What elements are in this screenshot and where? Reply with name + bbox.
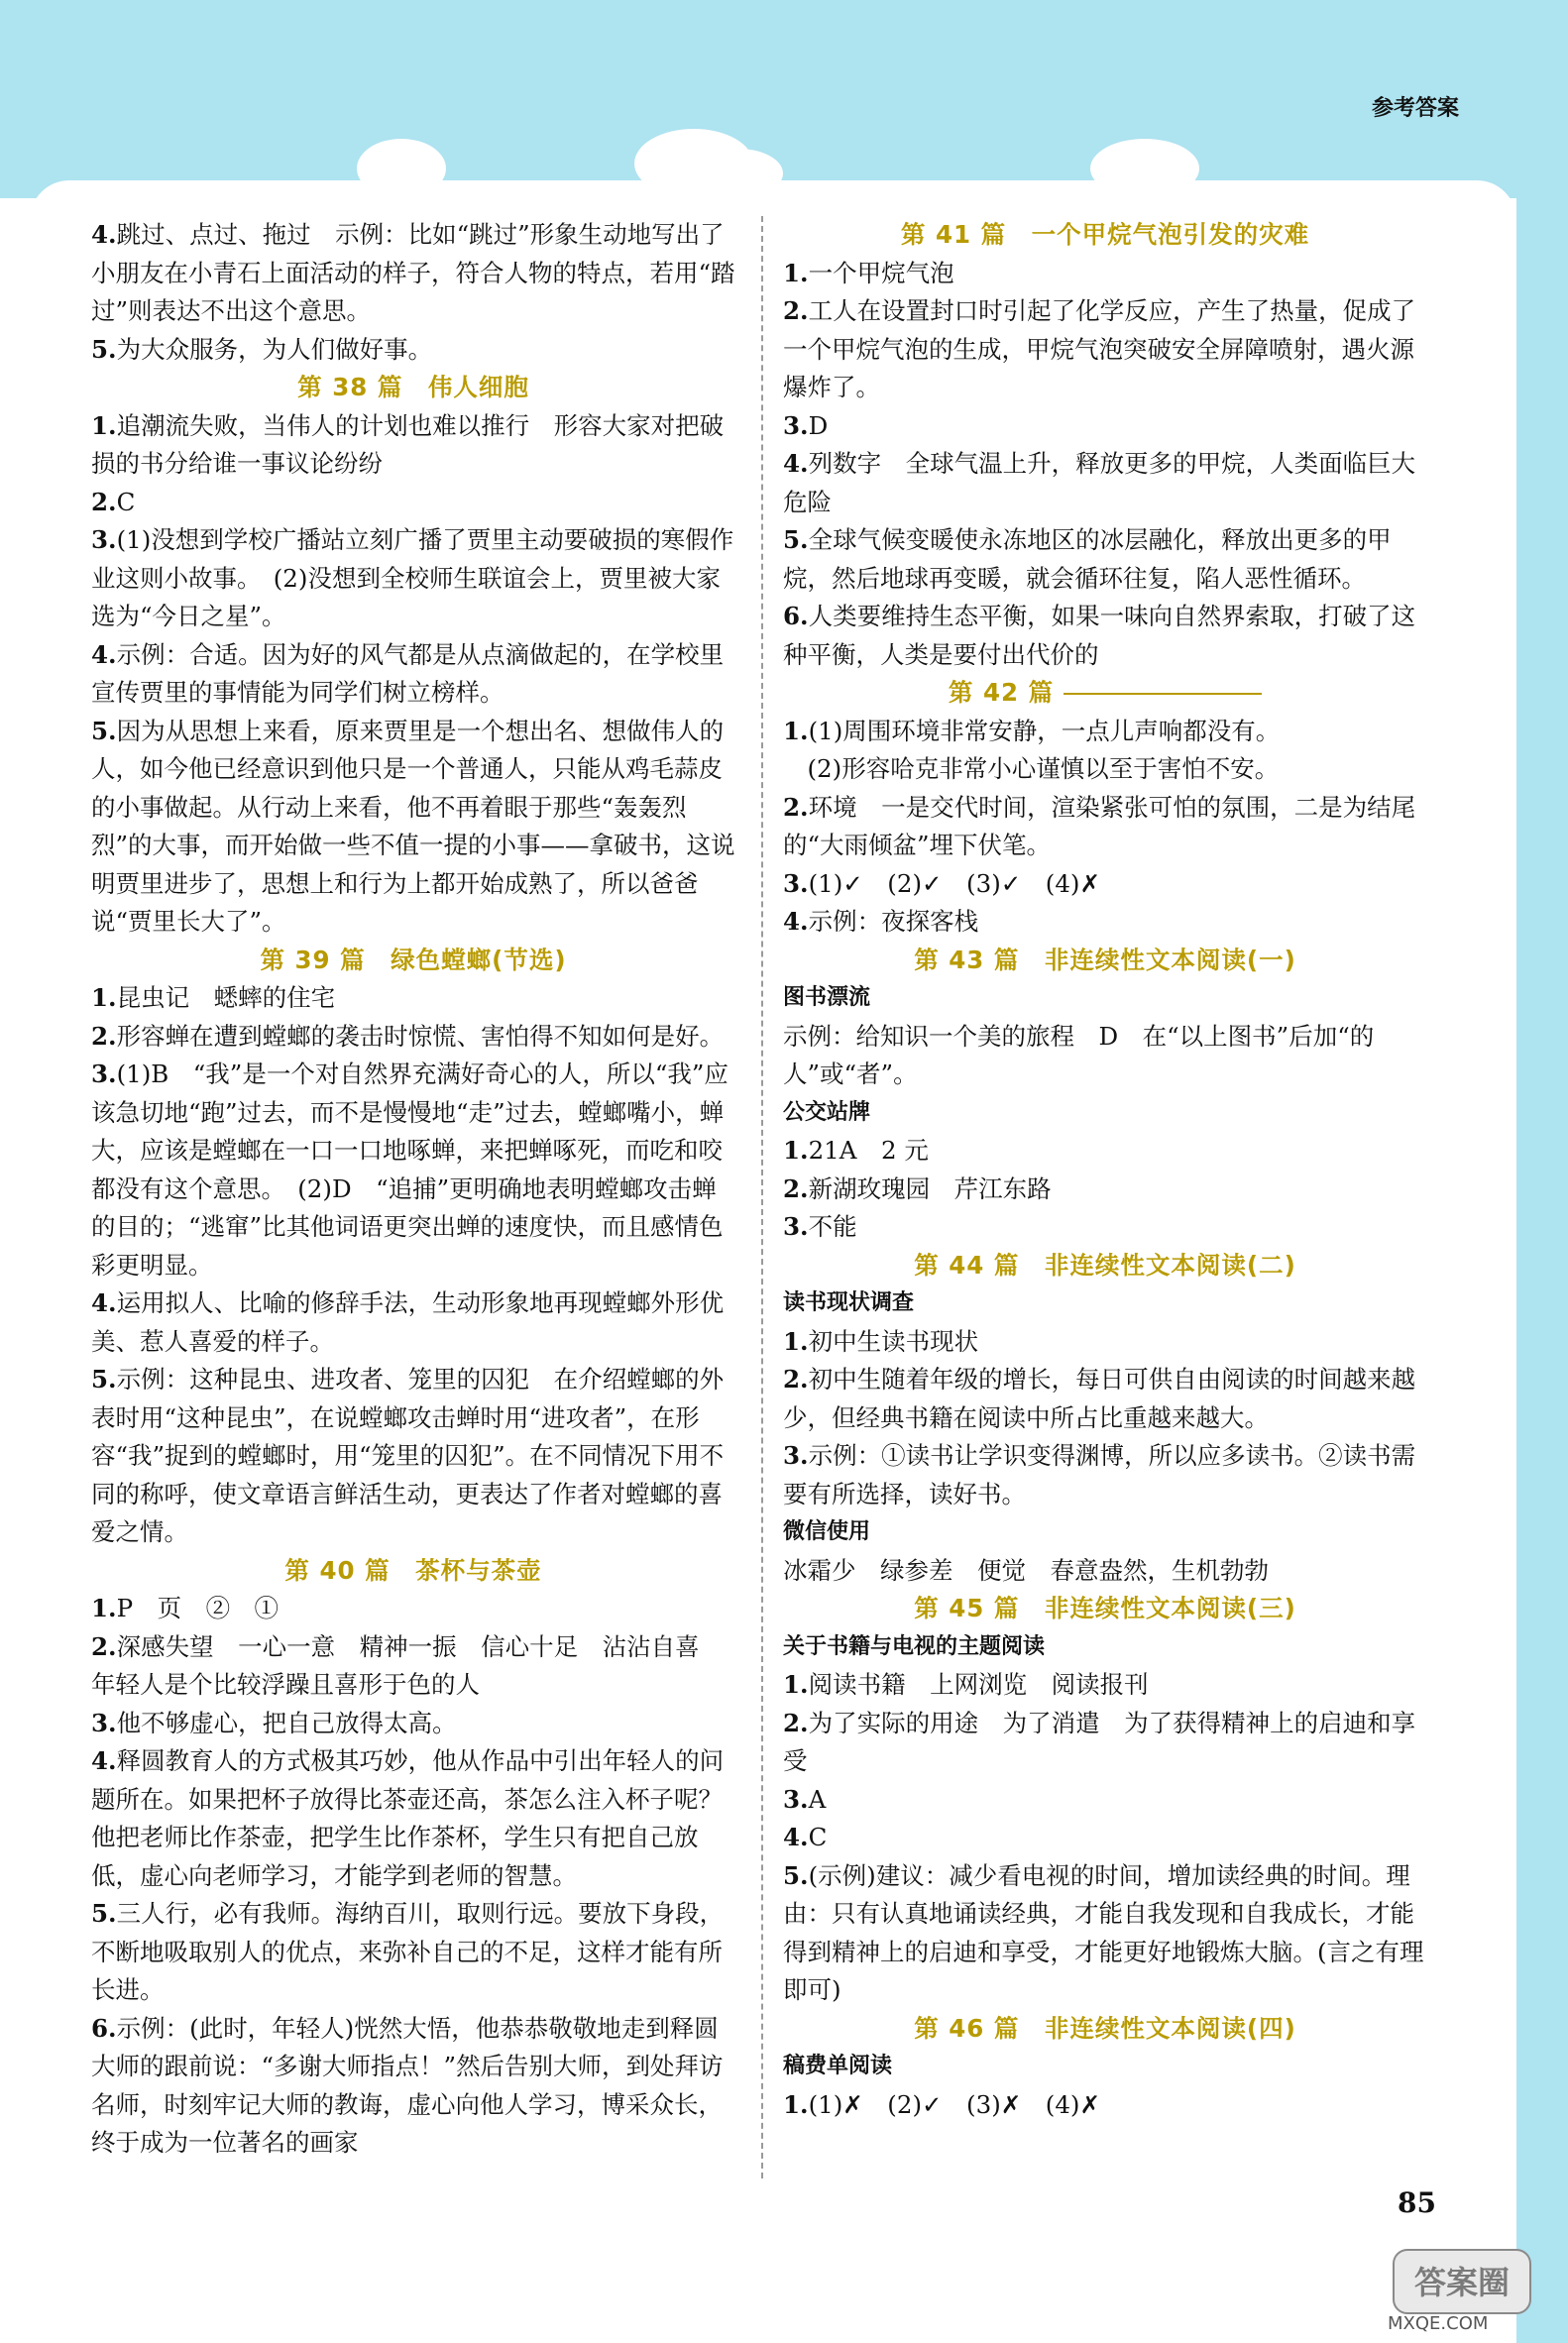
answer-text: 为了实际的用途 为了消遣 为了获得精神上的启迪和享受 — [783, 1708, 1416, 1775]
answer-number: 4. — [91, 220, 117, 249]
section-title-text: 第 45 篇 非连续性文本阅读(三) — [914, 1594, 1296, 1622]
answer-text: (1)✓ (2)✓ (3)✓ (4)✗ — [808, 868, 1101, 898]
answer-number: 2. — [783, 1708, 809, 1737]
answer-text: 深感失望 一心一意 精神一振 信心十足 沾沾自喜 年轻人是个比较浮躁且喜形于色的人 — [91, 1631, 725, 1699]
answer-item — [783, 1552, 1427, 1591]
answer-item — [783, 750, 1427, 789]
answer-number: 2. — [783, 1173, 809, 1203]
answer-number: 1. — [783, 1326, 809, 1356]
answer-number: 1. — [91, 983, 117, 1012]
answer-item — [783, 1323, 1427, 1362]
section-title — [783, 942, 1427, 980]
answer-item — [91, 407, 735, 484]
answer-item — [783, 903, 1427, 942]
answer-text: (2)形容哈克非常小心谨慎以至于害怕不安。 — [783, 754, 1280, 783]
answer-number: 4. — [783, 449, 809, 478]
answer-item — [783, 865, 1427, 904]
answer-item — [783, 1705, 1427, 1781]
subheading: 微信使用 — [783, 1519, 871, 1544]
section-title-rule — [1064, 693, 1262, 695]
answer-text: C — [116, 487, 136, 516]
answer-text: (1)周围环境非常安静，一点儿声响都没有。 — [808, 716, 1281, 745]
subheading: 图书漂流 — [783, 985, 871, 1010]
subheading: 稿费单阅读 — [783, 2054, 893, 2078]
answer-text: A — [808, 1784, 827, 1814]
section-title-text: 第 39 篇 绿色螳螂(节选) — [260, 945, 567, 974]
answer-item — [783, 292, 1427, 407]
answer-text: 环境 一是交代时间，渲染紧张可怕的氛围，二是为结尾的“大雨倾盆”埋下伏笔。 — [783, 792, 1416, 859]
answer-text: 新湖玫瑰园 芹江东路 — [808, 1173, 1052, 1203]
answer-text: 阅读书籍 上网浏览 阅读报刊 — [808, 1670, 1149, 1699]
left-column — [91, 216, 735, 2163]
answer-item — [91, 1705, 735, 1743]
answer-number: 3. — [91, 1708, 117, 1737]
answer-item — [783, 521, 1427, 598]
section-title — [91, 942, 735, 980]
answer-text: 工人在设置封口时引起了化学反应，产生了热量，促成了一个甲烷气泡的生成，甲烷气泡突破安全屏障喷射，遇火源爆炸了。 — [783, 296, 1416, 401]
answer-text: 三人行，必有我师。海纳百川，取则行远。要放下身段，不断地吸取别人的优点，来弥补自己的不足，这样才能有所长进。 — [91, 1899, 725, 2004]
answer-item — [783, 789, 1427, 865]
answer-item — [91, 1628, 735, 1705]
answer-number: 2. — [91, 1631, 117, 1661]
subheading: 读书现状调查 — [783, 1290, 915, 1315]
answer-item — [91, 2010, 735, 2163]
subheading: 公交站牌 — [783, 1099, 871, 1125]
answer-text: 示例：①读书让学识变得渊博，所以应多读书。②读书需要有所选择，读好书。 — [783, 1441, 1416, 1508]
answer-number: 1. — [91, 410, 117, 440]
answer-item — [91, 1361, 735, 1552]
answer-text: 21A 2 元 — [808, 1136, 929, 1165]
answer-number: 2. — [783, 792, 809, 822]
answer-text: 示例：合适。因为好的风气都是从点滴做起的，在学校里宣传贾里的事情能为同学们树立榜样。 — [91, 639, 725, 707]
answer-number: 1. — [783, 258, 809, 287]
answer-item — [783, 1132, 1427, 1171]
answer-text: 跳过、点过、拖过 示例：比如“跳过”形象生动地写出了小朋友在小青石上面活动的样子，符合人物的特点，若用“踏过”则表达不出这个意思。 — [91, 220, 735, 325]
answer-number: 5. — [91, 1899, 117, 1928]
section-title-text: 第 41 篇 一个甲烷气泡引发的灾难 — [900, 220, 1310, 249]
answer-text: 初中生读书现状 — [808, 1326, 979, 1356]
answer-number: 1. — [783, 716, 809, 745]
answer-item — [783, 598, 1427, 674]
answer-number: 6. — [91, 2013, 117, 2043]
answer-text: 示例：这种昆虫、进攻者、笼里的囚犯 在介绍螳螂的外表时用“这种昆虫”，在说螳螂攻击蝉时用“进攻者”，在形容“我”捉到的螳螂时，用“笼里的囚犯”。在不同情况下用不同的称呼，使文章语言鲜活生动，更表达了作者对螳螂的喜爱之情。 — [91, 1365, 725, 1546]
answer-text: (1)B “我”是一个对自然界充满好奇心的人，所以“我”应该急切地“跑”过去，而不是慢慢地“走”过去，螳螂嘴小，蝉大，应该是螳螂在一口一口地啄蝉，来把蝉啄死，而吃和咬都没有这个意思。 (2)D “追捕”更明确地表明螳螂攻击蝉的目的；“逃窜”比其他词语更突出蝉的速度快，而且感情色彩更明显。 — [91, 1060, 728, 1280]
answer-text: 列数字 全球气温上升，释放更多的甲烷，人类面临巨大危险 — [783, 449, 1416, 516]
answer-item — [783, 713, 1427, 751]
answer-item — [91, 1056, 735, 1284]
answer-text: 昆虫记 蟋蟀的住宅 — [116, 983, 336, 1012]
answer-text: (1)没想到学校广播站立刻广播了贾里主动要破损的寒假作业这则小故事。 (2)没想到全校师生联谊会上，贾里被大家选为“今日之星”。 — [91, 525, 734, 630]
section-title — [783, 216, 1427, 255]
answer-text: 释圆教育人的方式极其巧妙，他从作品中引出年轻人的问题所在。如果把杯子放得比茶壶还高，茶怎么注入杯子呢？他把老师比作茶壶，把学生比作茶杯，学生只有把自己放低，虚心向老师学习，才能学到老师的智慧。 — [91, 1746, 725, 1890]
section-title-text: 第 42 篇 — [948, 678, 1055, 707]
answer-number: 6. — [783, 602, 809, 630]
answer-number: 3. — [91, 1060, 117, 1088]
answer-text: 因为从思想上来看，原来贾里是一个想出名、想做伟人的人，如今他已经意识到他只是一个普通人，只能从鸡毛蒜皮的小事做起。从行动上来看，他不再着眼于那些“轰轰烈烈”的大事，而开始做一些不值一提的小事——拿破书，这说明贾里进步了，思想上和行为上都开始成熟了，所以爸爸说“贾里长大了”。 — [91, 716, 735, 936]
answer-text: 运用拟人、比喻的修辞手法，生动形象地再现螳螂外形优美、惹人喜爱的样子。 — [91, 1288, 725, 1356]
subheading: 关于书籍与电视的主题阅读 — [783, 1633, 1046, 1659]
answer-text: 示例：(此时，年轻人)恍然大悟，他恭恭敬敬地走到释圆大师的跟前说：“多谢大师指点！”然后告别大师，到处拜访名师，时刻牢记大师的教诲，虚心向他人学习，博采众长，终于成为一位著名的画家 — [91, 2013, 724, 2157]
answer-text: 冰霜少 绿参差 便觉 春意盎然，生机勃勃 — [783, 1555, 1269, 1585]
answer-text: 形容蝉在遭到螳螂的袭击时惊慌、害怕得不知如何是好。 — [116, 1021, 725, 1051]
answer-text: 一个甲烷气泡 — [808, 258, 954, 287]
answer-item — [91, 636, 735, 713]
answer-number: 5. — [783, 525, 809, 554]
column-divider — [761, 216, 763, 2178]
answer-item — [91, 1895, 735, 2010]
answer-item — [783, 255, 1427, 293]
answer-number: 5. — [91, 716, 117, 745]
answer-item — [783, 445, 1427, 521]
page-header-label: 参考答案 — [1371, 96, 1459, 121]
answer-number: 4. — [783, 1823, 809, 1851]
answer-number: 3. — [783, 1784, 809, 1814]
answer-text: C — [808, 1823, 828, 1851]
section-title-text: 第 43 篇 非连续性文本阅读(一) — [914, 945, 1296, 974]
answer-text: 初中生随着年级的增长，每日可供自由阅读的时间越来越少，但经典书籍在阅读中所占比重越来越大。 — [783, 1365, 1416, 1432]
answer-item — [783, 1437, 1427, 1513]
right-sky-band — [1516, 0, 1568, 2343]
answer-text: 示例：给知识一个美的旅程 D 在“以上图书”后加“的人”或“者”。 — [783, 1021, 1375, 1088]
answer-number: 3. — [783, 1212, 809, 1241]
answer-text: (示例)建议：减少看电视的时间，增加读经典的时间。理由：只有认真地诵读经典，才能自我发现和自我成长，才能得到精神上的启迪和享受，才能更好地锻炼大脑。(言之有理即可) — [783, 1860, 1424, 2004]
answer-item — [783, 1208, 1427, 1247]
section-title-text: 第 38 篇 伟人细胞 — [297, 373, 529, 401]
answer-number: 5. — [91, 1365, 117, 1394]
answer-number: 2. — [783, 1365, 809, 1394]
answer-item — [91, 1742, 735, 1895]
section-title-text: 第 40 篇 茶杯与茶壶 — [284, 1555, 542, 1585]
answer-item — [91, 979, 735, 1018]
section-title — [783, 674, 1427, 713]
answer-item — [783, 1666, 1427, 1705]
answer-number: 2. — [783, 296, 809, 325]
answer-number: 3. — [783, 1441, 809, 1470]
answer-text: 追潮流失败，当伟人的计划也难以推行 形容大家对把破损的书分给谁一事议论纷纷 — [91, 410, 725, 478]
section-title — [783, 2010, 1427, 2049]
answer-text: (1)✗ (2)✓ (3)✗ (4)✗ — [808, 2089, 1101, 2119]
answer-number: 4. — [91, 1288, 117, 1317]
page-number: 85 — [1398, 2186, 1436, 2219]
answer-item — [91, 484, 735, 522]
answer-text: 他不够虚心，把自己放得太高。 — [116, 1708, 457, 1737]
answer-item — [91, 1018, 735, 1057]
answer-number: 1. — [91, 1594, 117, 1622]
section-title — [91, 369, 735, 407]
answer-number: 3. — [783, 868, 809, 898]
answer-item — [783, 1857, 1427, 2010]
answer-number: 2. — [91, 1021, 117, 1051]
answer-number: 4. — [91, 639, 117, 669]
answer-text: P 页 ② ① — [116, 1594, 280, 1622]
right-column — [783, 216, 1427, 2124]
answer-number: 1. — [783, 2089, 809, 2119]
answer-number: 4. — [91, 1746, 117, 1775]
section-title-text: 第 46 篇 非连续性文本阅读(四) — [914, 2013, 1296, 2043]
answer-item — [783, 1171, 1427, 1209]
section-title — [783, 1590, 1427, 1628]
answer-text: 不能 — [808, 1212, 857, 1241]
answer-number: 5. — [91, 334, 117, 364]
answer-text: 为大众服务，为人们做好事。 — [116, 334, 433, 364]
watermark-text: 答案圈 — [1413, 2264, 1511, 2301]
answer-number: 3. — [783, 410, 809, 440]
answer-item — [91, 1284, 735, 1361]
answer-item — [91, 1590, 735, 1628]
answer-item — [91, 521, 735, 636]
answer-item — [91, 216, 735, 331]
section-title — [91, 1552, 735, 1591]
answer-text: 人类要维持生态平衡，如果一味向自然界索取，打破了这种平衡，人类是要付出代价的 — [783, 602, 1416, 669]
answer-item — [91, 331, 735, 370]
section-title-text: 第 44 篇 非连续性文本阅读(二) — [914, 1250, 1296, 1280]
answer-number: 1. — [783, 1136, 809, 1165]
answer-item — [783, 1018, 1427, 1094]
answer-number: 2. — [91, 487, 117, 516]
answer-item — [783, 1781, 1427, 1820]
answer-item — [783, 1361, 1427, 1437]
answer-number: 3. — [91, 525, 117, 554]
answer-item — [783, 407, 1427, 446]
answer-item — [783, 1819, 1427, 1857]
answer-text: 示例：夜探客栈 — [808, 907, 979, 936]
answer-number: 1. — [783, 1670, 809, 1699]
answer-number: 5. — [783, 1860, 809, 1890]
answer-item — [783, 2086, 1427, 2125]
section-title — [783, 1247, 1427, 1285]
answer-number: 4. — [783, 907, 809, 936]
answer-item — [91, 713, 735, 942]
answer-text: 全球气候变暖使永冻地区的冰层融化，释放出更多的甲烷，然后地球再变暖，就会循环往复，陷人恶性循环。 — [783, 525, 1392, 593]
top-sky-band — [0, 0, 1568, 198]
answer-text: D — [808, 410, 829, 440]
watermark-url: MXQE.COM — [1388, 2313, 1489, 2334]
